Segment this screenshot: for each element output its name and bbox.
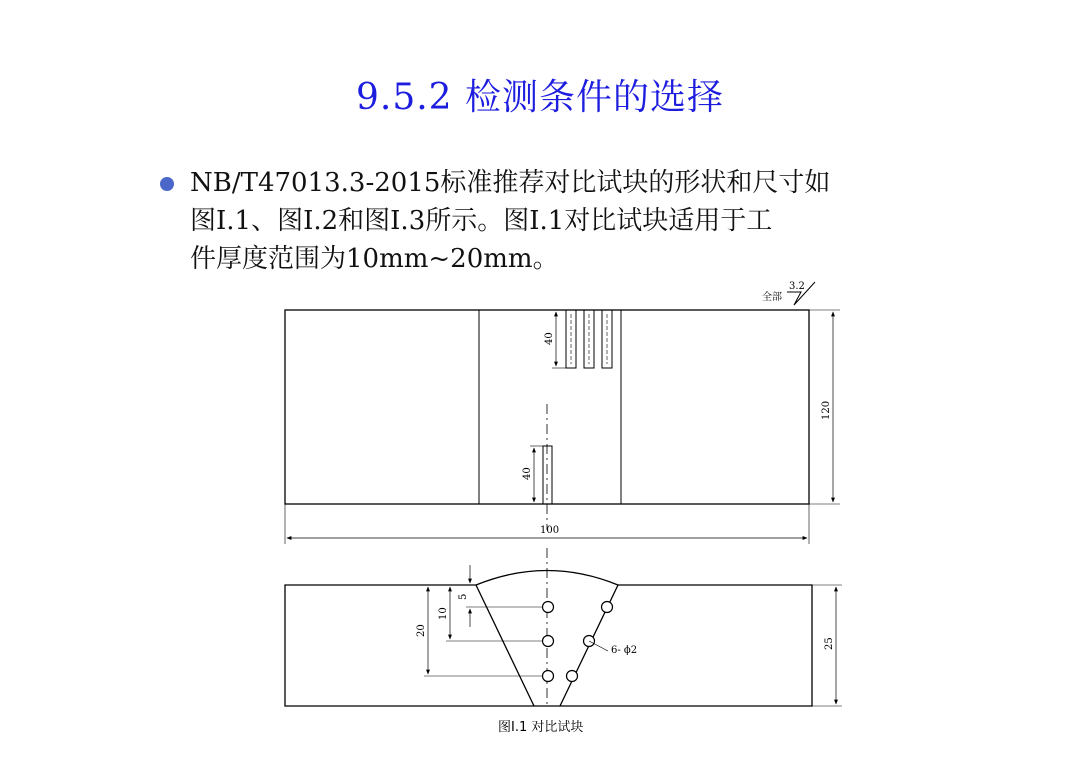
dim-width: 100: [540, 525, 560, 536]
slide-title: 9.5.2 检测条件的选择: [355, 77, 725, 118]
surface-note: 全部: [762, 292, 782, 303]
bullet-line-2: 图I.1、图I.2和图I.3所示。图I.1对比试块适用于工: [190, 206, 773, 236]
dim-slot-bottom: 40: [522, 467, 533, 480]
top-slots: [566, 310, 612, 368]
section-view: [285, 548, 842, 708]
figure-caption: 图I.1 对比试块: [498, 720, 584, 735]
dim-thickness: 25: [824, 637, 835, 650]
dim-depth-20: 20: [416, 624, 427, 637]
roughness-symbol: [762, 281, 815, 305]
dim-depth-5: 5: [458, 593, 469, 600]
bullet-line-3: 件厚度范围为10mm~20mm。: [190, 244, 559, 274]
hole-note: 6- ϕ2: [611, 645, 638, 656]
plan-view: [285, 310, 840, 544]
dim-height-plan: 120: [821, 400, 832, 420]
roughness-value: 3.2: [789, 281, 805, 292]
bullet-line-1: NB/T47013.3-2015标准推荐对比试块的形状和尺寸如: [190, 168, 831, 198]
dim-depth-10: 10: [438, 607, 449, 620]
bottom-slot: [543, 446, 552, 504]
dim-slot-top: 40: [544, 332, 555, 345]
